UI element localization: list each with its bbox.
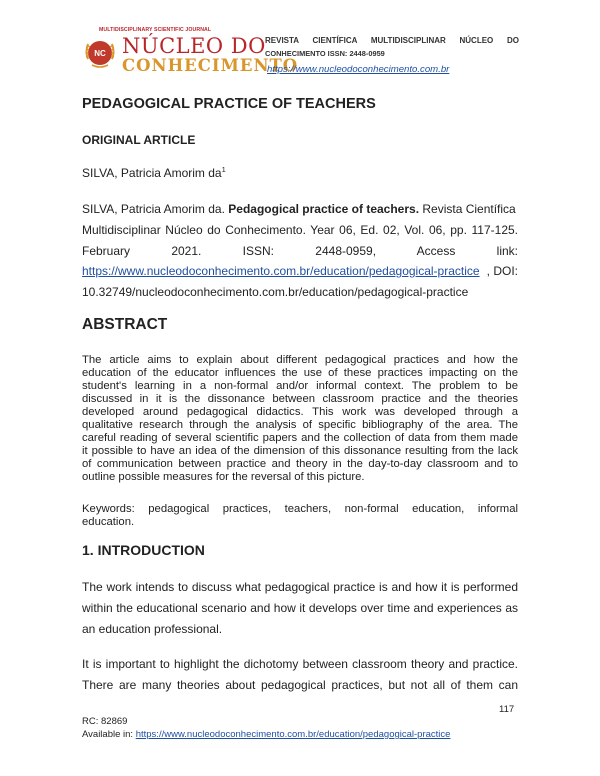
abstract-line: it possible to have an idea of the dimension of this dissonance resulting from the lack xyxy=(82,445,518,457)
logo-line-conhecimento: CONHECIMENTO xyxy=(122,56,299,75)
author-line xyxy=(82,165,226,180)
citation-doi: 10.32749/nucleodoconhecimento.com.br/education/pedagogical-practice xyxy=(82,285,469,299)
abstract-line: careful reading of several scientific papers and the collection of data from them made xyxy=(82,432,518,444)
citation-doi-label: , DOI: xyxy=(486,264,518,278)
abstract-line: qualitative research through the analysis of specific bibliography of the area. The xyxy=(82,419,518,431)
citation-line-1 xyxy=(82,202,518,216)
introduction-heading: 1. INTRODUCTION xyxy=(82,542,205,558)
intro-line: There are many theories about pedagogical practices, but not all of them can xyxy=(82,678,518,692)
keywords-line: education. xyxy=(82,516,135,528)
journal-issn: CONHECIMENTO ISSN: 2448-0959 xyxy=(265,49,385,58)
journal-url-link[interactable]: https://www.nucleodoconhecimento.com.br xyxy=(267,64,450,75)
article-type: ORIGINAL ARTICLE xyxy=(82,133,196,147)
citation-title: Pedagogical practice of teachers. xyxy=(228,202,420,216)
abstract-line: education of the educator influences the use of these practices impacting on the xyxy=(82,367,518,379)
page-number: 117 xyxy=(499,704,515,715)
intro-line: It is important to highlight the dichotomy between classroom theory and practice. xyxy=(82,657,518,671)
keywords-line: Keywords: pedagogical practices, teachers, non-formal education, informal xyxy=(82,503,518,515)
logo-line-nucleo: NÚCLEO DO xyxy=(122,34,266,58)
footer-available-label: Available in: xyxy=(82,729,136,740)
citation-access-link[interactable]: https://www.nucleodoconhecimento.com.br/education/pedagogical-practice xyxy=(82,264,480,278)
abstract-heading: ABSTRACT xyxy=(82,316,168,333)
journal-name: REVISTA CIENTÍFICA MULTIDISCIPLINAR NÚCLEO DO xyxy=(265,36,519,45)
author-footnote-marker[interactable]: 1 xyxy=(221,165,226,174)
citation-line-4 xyxy=(82,264,518,278)
emblem-text: NC xyxy=(94,49,106,58)
intro-line: an education professional. xyxy=(82,622,223,636)
citation-line-3: February 2021. ISSN: 2448-0959, Access link: xyxy=(82,244,518,258)
citation-journal: Revista Científica xyxy=(419,202,516,216)
author-name: SILVA, Patricia Amorim da xyxy=(82,166,222,180)
footer-rc: RC: 82869 xyxy=(82,716,128,727)
intro-line: The work intends to discuss what pedagogical practice is and how it is performed xyxy=(82,580,518,594)
footer-available-link[interactable]: https://www.nucleodoconhecimento.com.br/education/pedagogical-practice xyxy=(135,729,451,740)
abstract-line: The article aims to explain about different pedagogical practices and how the xyxy=(82,354,518,366)
page-title: PEDAGOGICAL PRACTICE OF TEACHERS xyxy=(82,96,376,112)
footer-available xyxy=(82,729,450,740)
intro-line: within the educational scenario and how it develops over time and experiences as xyxy=(82,601,518,615)
abstract-line: outline possible measures for the reversal of this picture. xyxy=(82,471,365,483)
laurel-emblem-icon xyxy=(82,35,118,71)
abstract-line: of communication between practice and theory in the day-to-day classroom and to xyxy=(82,458,518,470)
abstract-line: student's learning in a non-formal and/or informal context. The problem to be xyxy=(82,380,518,392)
citation-lead: SILVA, Patricia Amorim da. xyxy=(82,202,229,216)
logo-tagline: MULTIDISCIPLINARY SCIENTIFIC JOURNAL xyxy=(99,27,212,33)
abstract-line: developed around pedagogical didactics. This work was developed through a xyxy=(82,406,518,418)
abstract-line: discussed in it is the dissonance between classroom practice and the theories xyxy=(82,393,518,405)
citation-line-2: Multidisciplinar Núcleo do Conhecimento. Year 06, Ed. 02, Vol. 06, pp. 117-125. xyxy=(82,223,518,237)
journal-logo xyxy=(82,27,299,79)
